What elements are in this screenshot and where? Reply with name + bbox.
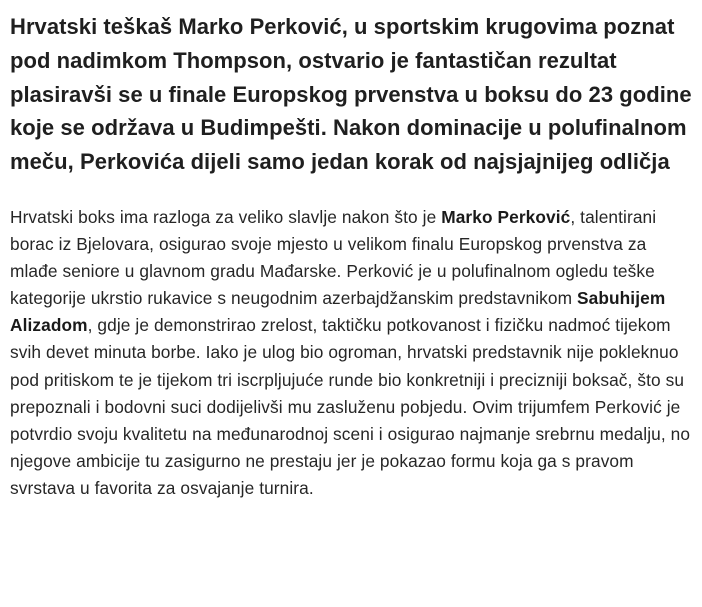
article bbox=[10, 0, 696, 502]
boxer-name-link: Marko Perković bbox=[441, 206, 571, 227]
article-body bbox=[10, 204, 696, 502]
opponent-name: Sabuhijem Alizadom bbox=[10, 288, 666, 336]
article-lead: Hrvatski teškaš Marko Perković, u sportskim krugovima poznat pod nadimkom Thompson, ostvario je fantastičan rezultat plasiravši se u finale Europskog prvenstva u boksu do 23 godine koje se održava u Budimpešti. Nakon dominacije u polufinalnom meču, Perkovića dijeli samo jedan korak od najsjajnijeg odličja bbox=[10, 14, 692, 175]
body-text-segment: Hrvatski boks ima razloga za veliko slavlje nakon što je bbox=[10, 206, 442, 227]
body-text-segment: , talentirani borac iz Bjelovara, osigurao svoje mjesto u velikom finalu Europskog prvenstva za mlađe seniore u glavnom gradu Mađarske. Perković je u polufinalnom ogledu teške kategorije ukrstio rukavice s neugodnim azerbajdžanskim predstavnikom bbox=[10, 206, 657, 309]
body-text-segment: , gdje je demonstrirao zrelost, taktičku potkovanost i fizičku nadmoć tijekom svih devet minuta borbe. Iako je ulog bio ogroman, hrvatski predstavnik nije pokleknuo pod pritiskom te je tijekom tri iscrpljujuće runde bio konkretniji i precizniji boksač, što su prepoznali i bodovni suci dodijelivši mu zasluženu pobjedu. Ovim trijumfem Perković je potvrdio svoju kvalitetu na međunarodnoj sceni i osigurao najmanje srebrnu medalju, no njegove ambicije tu zasigurno ne prestaju jer je pokazao formu koja ga s pravom svrstava u favorita za osvajanje turnira. bbox=[10, 315, 691, 498]
